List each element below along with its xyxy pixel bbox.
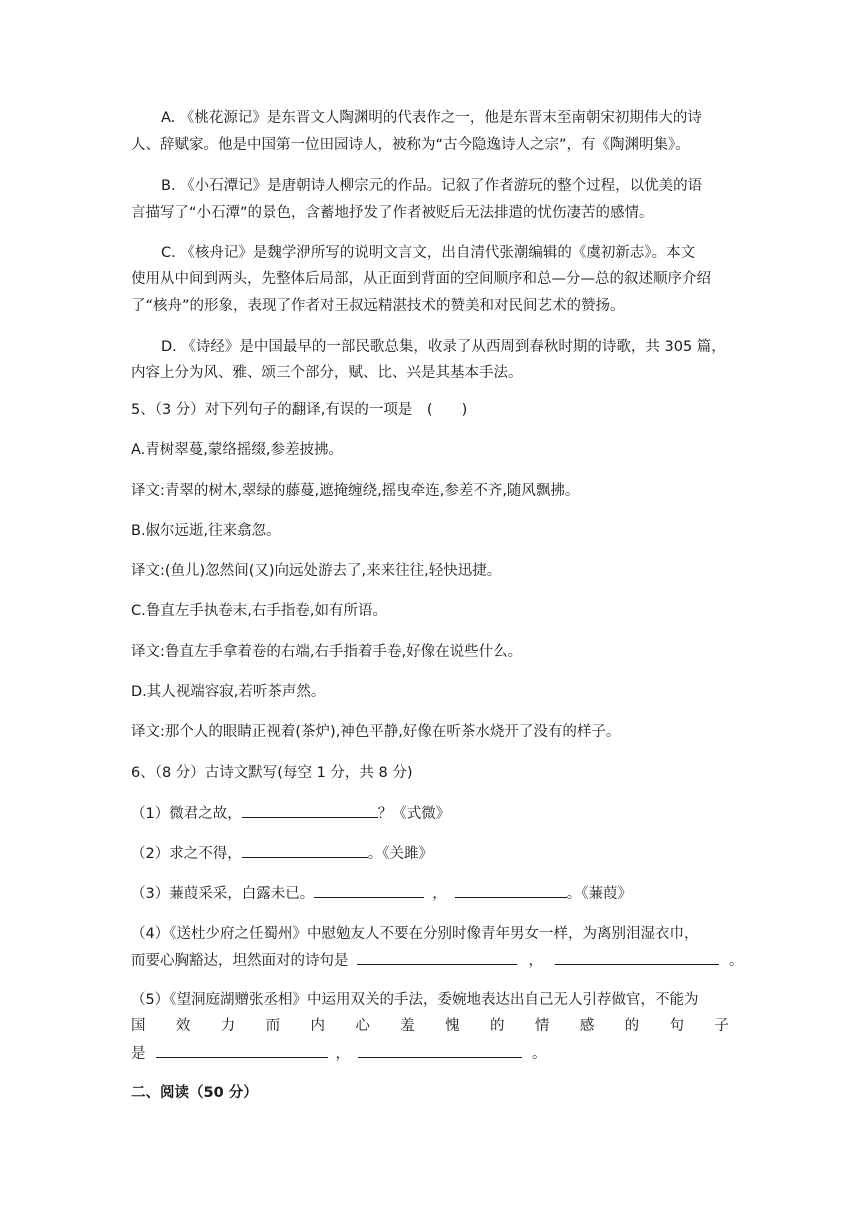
- option-d-line-1: D. 《诗经》是中国最早的一部民歌总集，收录了从西周到春秋时期的诗歌，共 305 篇，: [161, 339, 726, 355]
- q6-item-4-prefix: 而要心胸豁达，坦然面对的诗句是: [131, 953, 349, 969]
- option-b-line-1: B. 《小石潭记》是唐朝诗人柳宗元的作品。记叙了作者游玩的整个过程，以优美的语: [161, 178, 703, 194]
- q6-item-5-prefix: 是: [131, 1046, 146, 1062]
- question-5-stem: 5、（3 分）对下列句子的翻译,有误的一项是 ( ): [131, 402, 468, 418]
- q6-item-2-prefix: （2）求之不得，: [131, 846, 242, 862]
- q5-option-a-sentence: A.青树翠蔓,蒙络摇缀,参差披拂。: [131, 442, 343, 458]
- q6-item-5-comma: ，: [335, 1046, 350, 1062]
- q6-item-4-comma: ，: [528, 953, 543, 969]
- q5-option-a-translation: 译文:青翠的树木,翠绿的藤蔓,遮掩缠绕,摇曳牵连,参差不齐,随风飘拂。: [131, 483, 580, 499]
- q5-option-b-translation: 译文:(鱼儿)忽然间(又)向远处游去了,来来往往,轻快迅捷。: [131, 563, 502, 579]
- q6-item-1-blank[interactable]: [242, 803, 378, 818]
- q6-item-3-blank-2[interactable]: [455, 883, 567, 898]
- question-6-stem: 6、（8 分）古诗文默写(每空 1 分，共 8 分): [131, 765, 413, 781]
- option-d-line-2: 内容上分为风、雅、颂三个部分，赋、比、兴是其基本手法。: [131, 365, 523, 381]
- q6-item-5-char: 句: [669, 1018, 684, 1034]
- q6-item-5-char: 愧: [445, 1018, 460, 1034]
- q6-item-5-blank-2[interactable]: [358, 1043, 522, 1058]
- q6-item-2-suffix: 。《关雎》: [367, 846, 433, 862]
- q6-item-5-line-2: [131, 1016, 729, 1036]
- option-c-line-1: C. 《核舟记》是魏学洢所写的说明文言文，出自清代张潮编辑的《虞初新志》。本文: [161, 245, 696, 261]
- q6-item-5-char: 心: [355, 1018, 370, 1034]
- q5-option-d-sentence: D.其人视端容寂,若听茶声然。: [131, 684, 326, 700]
- q6-item-1: [131, 803, 729, 824]
- option-c-line-2: 使用从中间到两头，先整体后局部，从正面到背面的空间顺序和总—分—总的叙述顺序介绍: [131, 271, 711, 287]
- q6-item-3-comma: ，: [432, 886, 447, 902]
- q6-item-4-blank-1[interactable]: [357, 950, 517, 965]
- q6-item-5-char: 的: [490, 1018, 505, 1034]
- q6-item-4-line-2: [131, 950, 744, 971]
- q6-item-5-char: 效: [175, 1018, 191, 1034]
- q6-item-4-blank-2[interactable]: [555, 950, 719, 965]
- q6-item-5-char: 国: [131, 1018, 146, 1034]
- q6-item-5-suffix: 。: [532, 1046, 547, 1062]
- q6-item-5-char: 子: [714, 1018, 729, 1034]
- q6-item-4-suffix: 。: [729, 953, 744, 969]
- q6-item-1-suffix: ？《式微》: [377, 806, 451, 822]
- section-2-title: 二、阅读（50 分）: [131, 1085, 258, 1101]
- q6-item-5-char: 内: [310, 1018, 325, 1034]
- option-a-line-1: A. 《桃花源记》是东晋文人陶渊明的代表作之一，他是东晋末至南朝宋初期伟大的诗: [161, 110, 702, 126]
- q6-item-2-blank[interactable]: [242, 843, 368, 858]
- q6-item-3-blank-1[interactable]: [314, 883, 424, 898]
- q5-option-c-translation: 译文:鲁直左手拿着卷的右端,右手指着手卷,好像在说些什么。: [131, 644, 523, 660]
- q6-item-5-line-3: [131, 1043, 729, 1064]
- q6-item-5-line-1: （5）《望洞庭湖赠张丞相》中运用双关的手法，委婉地表达出自己无人引荐做官，不能为: [131, 992, 699, 1008]
- option-b-line-2: 言描写了“小石潭”的景色，含蓄地抒发了作者被贬后无法排遣的忧伤凄苦的感情。: [131, 205, 654, 221]
- q6-item-2: [131, 843, 729, 864]
- option-a-line-2: 人、辞赋家。他是中国第一位田园诗人，被称为“古今隐逸诗人之宗”，有《陶渊明集》。: [131, 137, 690, 153]
- q6-item-5-char: 力: [220, 1018, 236, 1034]
- q6-item-5-char: 的: [624, 1018, 640, 1034]
- q5-option-d-translation: 译文:那个人的眼睛正视着(茶炉),神色平静,好像在听茶水烧开了没有的样子。: [131, 724, 621, 740]
- q6-item-3-prefix: （3）蒹葭采采，白露未已。: [131, 886, 315, 902]
- q6-item-4-line-1: （4）《送杜少府之任蜀州》中慰勉友人不要在分别时像青年男女一样，为离别泪湿衣巾，: [131, 926, 699, 942]
- q6-item-5-char: 而: [265, 1018, 281, 1034]
- q6-item-3-suffix: 。《蒹葭》: [566, 886, 632, 902]
- q6-item-1-prefix: （1）微君之故，: [131, 806, 242, 822]
- q6-item-5-blank-1[interactable]: [156, 1043, 328, 1058]
- q5-option-b-sentence: B.俶尔远逝,往来翕忽。: [131, 523, 281, 539]
- q6-item-5-char: 羞: [400, 1018, 415, 1034]
- option-c-line-3: 了“核舟”的形象，表现了作者对王叔远精湛技术的赞美和对民间艺术的赞扬。: [131, 298, 625, 314]
- q6-item-3: [131, 883, 729, 904]
- q6-item-5-char: 情: [534, 1018, 550, 1034]
- q5-option-c-sentence: C.鲁直左手执卷末,右手指卷,如有所语。: [131, 603, 387, 619]
- q6-item-5-char: 感: [579, 1018, 595, 1034]
